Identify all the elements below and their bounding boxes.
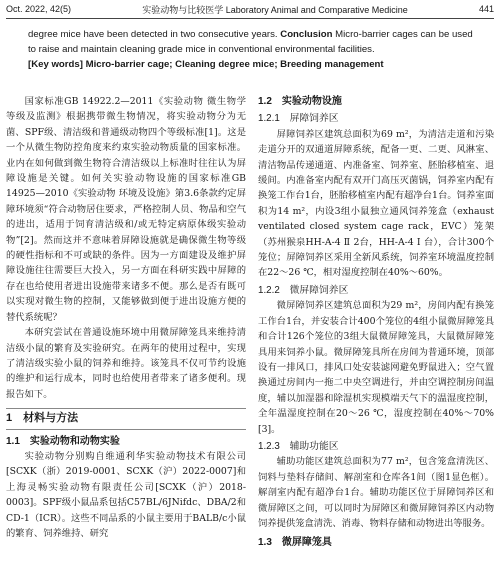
journal-issue: Oct. 2022, 42(5)	[6, 4, 72, 14]
keywords: [Key words] Micro-barrier cage; Cleaning degree mice; Breeding management	[28, 59, 384, 70]
section-1-heading: 1 材料与方法	[6, 408, 246, 429]
intro-paragraph-1: 国家标准GB 14922.2—2011《实验动物 微生物学等级及监测》根据携带微生物情况，将实验动物分为无菌、SPF级、清洁级和普通级动物四个等级标准[1]。这是一个从微生物防控角度来约束实验动物质量的国家标准。业内在如何做到微生物符合清洁级以上标准时往往认为屏障设施是关键。如何关实验动物设施的国家标准GB 14925—2010《实验动物 环境及设施》第3.6条款约定屏障环境须“符合动物居住要求，严格控制人员、物品和空气的进出，适用于饲育清洁级和/或无特定病原体级实验动物”[2]。然而这并不意味着屏障设施就是确保微生物等级的硬性指标和不可或缺的条件。因为一方面建设及维护屏障设施往往需要巨大投入，另一方面在科研实践中屏障的存在也给使用者进出设施带来诸多不便。那么是否有既可以实现对微生物的控制，又能够做到便于进出设施方便的替代系统呢？	[6, 96, 246, 323]
intro-paragraph-2: 本研究尝试在普通设施环境中用微屏障笼具来维持清洁级小鼠的繁育及实验研究。在两年的使用过程中，实现了清洁级实验小鼠的饲养和维持。该笼具不仅可节约设施的维护和运行成本，同时也给使用者带来了诸多便利。现报告如下。	[6, 327, 246, 400]
barrier-area-paragraph: 屏障饲养区建筑总面积为69 m²，为清洁走道和污染走道分开的双通道屏障系统，配备一更、二更、风淋室、清洁物品传递通道、内准备室、饲养室、胚胎移植室、退缓间。内准备室内配有双开门高压灭菌锅，饲养室内配有换笼工作台1台，胚胎移植室内配有超净台1台。饲养室面积为14 m²，内设3组小鼠独立通风饲养笼盒（exhaust ventilated closed system cage rack，EVC）笼架（苏州猴泉HH-A-4 Ⅱ 2台，HH-A-4 Ⅰ 台），合计300个笼位；屏障饲养区采用全新风系统，饲养室环境温度控制在22～26 ℃，相对湿度控制在40%～60%。	[258, 128, 494, 279]
section-1-2-1-heading: 1.2.1 屏障饲养区	[258, 113, 339, 125]
section-1-3-heading: 1.3 微屏障笼具	[258, 537, 332, 549]
conclusion-label: Conclusion	[280, 29, 333, 40]
section-1-2-heading: 1.2 实验动物设施	[258, 96, 342, 107]
abstract-line-2: to raise and maintain cleaning grade mice in conventional environmental facilities.	[28, 44, 375, 55]
left-column	[6, 94, 246, 541]
abstract-line-1: degree mice have been detected in two consecutive years. Conclusion Micro-barrier cages can be used	[28, 29, 473, 40]
micro-barrier-paragraph: 微屏障饲养区建筑总面积为29 m²，房间内配有换笼工作台1台，并安装合计400个笼位的4组小鼠微屏障笼具和合计126个笼位的3组大鼠微屏障笼具，大鼠微屏障笼具用来饲养小鼠。微屏障笼具所在房间为普通环境，顶部设有一排风口，排风口处安装滤网避免野鼠进入；空气置换通过房间内一拖二中央空调进行，并由空调控制房间温度，辅以加湿器和除湿机实现模端天气下的温湿度控制，全年温湿度控制在20～26 ℃，湿度控制在40%～70%[3]。	[258, 300, 494, 435]
journal-title: 实验动物与比较医学 Laboratory Animal and Comparative Medicine	[142, 4, 408, 15]
page-number: 441	[478, 4, 494, 14]
auxiliary-area-paragraph: 辅助功能区建筑总面积为77 m²，包含笼盒清洗区、饲料与垫料存储间、解剖室和仓库各1间（图1显色框）。解剖室内配有超净台1台。辅助功能区位于屏障饲养区和微屏障区之间，可以同时为屏障区和微屏障饲养区内动物饲养提供笼盒清洗、消毒、物料存储和动物进出等服务。	[258, 456, 494, 529]
abstract-tail	[28, 27, 492, 72]
section-1-1-heading: 1.1 实验动物和动物实验	[6, 435, 120, 447]
running-header	[6, 0, 494, 19]
animals-paragraph: 实验动物分别购自维通利华实验动物技术有限公司[SCXK（浙）2019-0001、SCXK（沪）2022-0007]和上海灵畅实验动物有限责任公司[SCXK（沪）2018-0003]。SPF级小鼠品系包括C57BL/6JNifdc、DBA/2和CD-1（ICR）。这些不同品系的小鼠主要用于BALB/c小鼠的繁育、饲养维持、研究	[6, 450, 246, 539]
section-1-2-2-heading: 1.2.2 微屏障饲养区	[258, 284, 349, 296]
section-1-2-3-heading: 1.2.3 辅助功能区	[258, 440, 339, 452]
right-column	[258, 94, 494, 551]
